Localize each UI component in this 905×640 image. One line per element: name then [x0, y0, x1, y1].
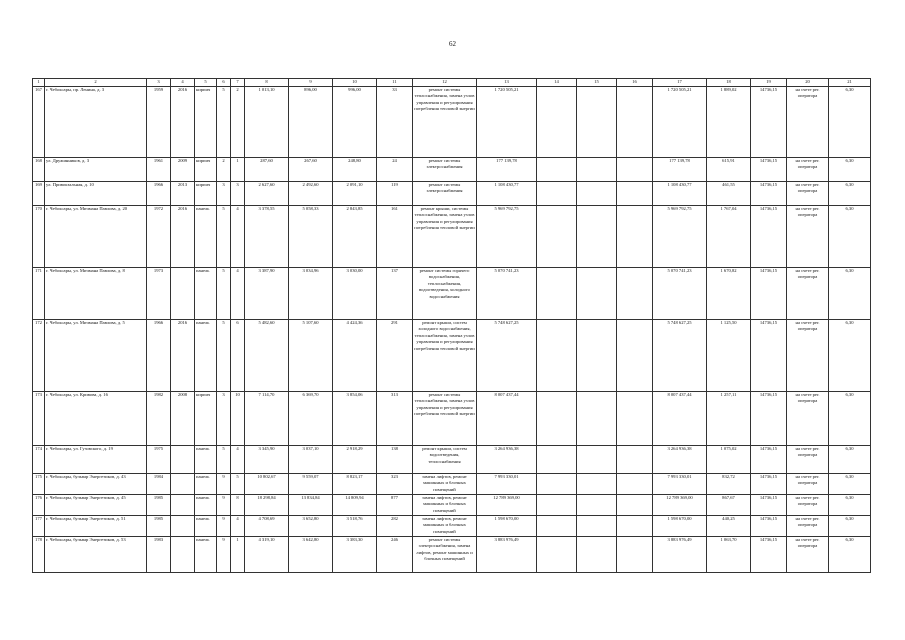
- row-number: 172: [33, 319, 45, 391]
- residents-cell: 323: [377, 473, 413, 494]
- entrances-cell: 5: [231, 473, 245, 494]
- payment-method-cell: на счете рег. оператора: [787, 473, 829, 494]
- column-number-cell: 16: [617, 79, 653, 87]
- living-area-cell: 3 652,80: [289, 515, 333, 536]
- cost-fund-cell: [537, 319, 577, 391]
- unit-cost-cell: 1 257,11: [707, 391, 751, 445]
- cost-fund-cell: [537, 86, 577, 157]
- wall-material-cell: кирпич: [195, 86, 217, 157]
- entrances-cell: 1: [231, 536, 245, 572]
- work-type-cell: ремонт крыши, систем холодного водоснабжения, теплоснабжения, замена узлов управления и регулирования потребления тепловой энергии: [413, 319, 477, 391]
- residential-area-cell: 4 424,36: [333, 319, 377, 391]
- work-type-cell: замена лифтов, ремонт машинных и блочных помещений: [413, 494, 477, 515]
- residents-cell: 24: [377, 157, 413, 181]
- cost-local-cell: [617, 536, 653, 572]
- payment-method-cell: на счете рег. оператора: [787, 205, 829, 267]
- cost-budget-cell: [577, 181, 617, 205]
- wall-material-cell: кирпич: [195, 391, 217, 445]
- entrances-cell: 4: [231, 267, 245, 319]
- limit-cost-cell: 14736,15: [751, 205, 787, 267]
- column-number-cell: 21: [829, 79, 871, 87]
- living-area-cell: 3 037,10: [289, 445, 333, 473]
- rate-cell: 6,30: [829, 473, 871, 494]
- payment-method-cell: на счете рег. оператора: [787, 157, 829, 181]
- limit-cost-cell: 14736,15: [751, 473, 787, 494]
- total-cost-cell: 1 108 430,77: [477, 181, 537, 205]
- year-repair-cell: [171, 536, 195, 572]
- residents-cell: 246: [377, 536, 413, 572]
- total-cost-cell: 1 598 670,00: [477, 515, 537, 536]
- cost-fund-cell: [537, 181, 577, 205]
- payment-method-cell: на счете рег. оператора: [787, 86, 829, 157]
- address-cell: г. Чебоксары, ул. Кривова, д. 16: [45, 391, 147, 445]
- table-row: [33, 391, 871, 445]
- address-cell: ул. Дружинников, д. 3: [45, 157, 147, 181]
- wall-material-cell: панель: [195, 267, 217, 319]
- living-area-cell: 5 107,60: [289, 319, 333, 391]
- total-cost-cell: 5 748 627,25: [477, 319, 537, 391]
- address-cell: г. Чебоксары, бульвар Энергетиков, д. 53: [45, 536, 147, 572]
- year-repair-cell: [171, 494, 195, 515]
- cost-budget-cell: [577, 391, 617, 445]
- total-area-cell: 3 345,90: [245, 445, 289, 473]
- residential-area-cell: 2 918,29: [333, 445, 377, 473]
- residential-area-cell: 248,80: [333, 157, 377, 181]
- limit-cost-cell: 14736,15: [751, 391, 787, 445]
- residential-area-cell: 3 383,30: [333, 536, 377, 572]
- total-cost-cell: 8 007 437,44: [477, 391, 537, 445]
- table-row: [33, 473, 871, 494]
- column-number-cell: 2: [45, 79, 147, 87]
- year-built-cell: 1961: [147, 157, 171, 181]
- work-type-cell: замена лифтов, ремонт машинных и блочных помещений: [413, 473, 477, 494]
- cost-local-cell: [617, 205, 653, 267]
- cost-local-cell: [617, 157, 653, 181]
- work-type-cell: ремонт системы горячего водоснабжения, теплоснабжения, водоотведения, холодного водоснабжения: [413, 267, 477, 319]
- rate-cell: 6,30: [829, 157, 871, 181]
- unit-cost-cell: 1 670,82: [707, 267, 751, 319]
- payment-method-cell: на счете рег. оператора: [787, 515, 829, 536]
- floors-cell: 9: [217, 536, 231, 572]
- residents-cell: 137: [377, 267, 413, 319]
- unit-cost-cell: 867,67: [707, 494, 751, 515]
- page-number: 62: [449, 40, 456, 48]
- owners-cost-cell: 1 598 670,00: [653, 515, 707, 536]
- year-built-cell: 1975: [147, 445, 171, 473]
- payment-method-cell: на счете рег. оператора: [787, 494, 829, 515]
- year-repair-cell: 2013: [171, 181, 195, 205]
- residents-cell: 291: [377, 319, 413, 391]
- year-repair-cell: [171, 267, 195, 319]
- limit-cost-cell: 14736,15: [751, 319, 787, 391]
- capital-repair-table: [32, 78, 871, 573]
- cost-local-cell: [617, 494, 653, 515]
- owners-cost-cell: 5 070 741,23: [653, 267, 707, 319]
- column-number-cell: 14: [537, 79, 577, 87]
- year-built-cell: 1984: [147, 473, 171, 494]
- payment-method-cell: на счете рег. оператора: [787, 181, 829, 205]
- owners-cost-cell: 5 748 627,25: [653, 319, 707, 391]
- row-number: 169: [33, 181, 45, 205]
- year-repair-cell: 2016: [171, 86, 195, 157]
- table-row: [33, 445, 871, 473]
- limit-cost-cell: 14736,15: [751, 536, 787, 572]
- column-number-cell: 7: [231, 79, 245, 87]
- cost-budget-cell: [577, 445, 617, 473]
- address-cell: г. Чебоксары, ул. Мичмана Павлова, д. 5: [45, 319, 147, 391]
- table-row: [33, 181, 871, 205]
- limit-cost-cell: 14736,15: [751, 494, 787, 515]
- wall-material-cell: панель: [195, 494, 217, 515]
- living-area-cell: 6 369,70: [289, 391, 333, 445]
- entrances-cell: 4: [231, 205, 245, 267]
- floors-cell: 9: [217, 515, 231, 536]
- limit-cost-cell: 14736,15: [751, 86, 787, 157]
- residential-area-cell: 3 030,00: [333, 267, 377, 319]
- table-row: [33, 536, 871, 572]
- year-repair-cell: 2016: [171, 205, 195, 267]
- payment-method-cell: на счете рег. оператора: [787, 391, 829, 445]
- column-number-cell: 4: [171, 79, 195, 87]
- floors-cell: 5: [217, 86, 231, 157]
- payment-method-cell: на счете рег. оператора: [787, 536, 829, 572]
- owners-cost-cell: 5 969 792,75: [653, 205, 707, 267]
- rate-cell: 6,30: [829, 536, 871, 572]
- cost-fund-cell: [537, 157, 577, 181]
- wall-material-cell: панель: [195, 205, 217, 267]
- unit-cost-cell: 832,72: [707, 473, 751, 494]
- total-area-cell: 1 013,10: [245, 86, 289, 157]
- cost-local-cell: [617, 267, 653, 319]
- total-area-cell: 3 378,55: [245, 205, 289, 267]
- table-row: [33, 515, 871, 536]
- address-cell: г. Чебоксары, ул. Гузовского, д. 19: [45, 445, 147, 473]
- floors-cell: 5: [217, 205, 231, 267]
- total-cost-cell: 177 139,78: [477, 157, 537, 181]
- work-type-cell: ремонт системы электроснабжения, замена лифтов, ремонт машинных и блочных помещений: [413, 536, 477, 572]
- owners-cost-cell: 12 789 369,00: [653, 494, 707, 515]
- unit-cost-cell: 1 063,70: [707, 536, 751, 572]
- cost-fund-cell: [537, 391, 577, 445]
- wall-material-cell: панель: [195, 319, 217, 391]
- unit-cost-cell: 1 767,04: [707, 205, 751, 267]
- total-cost-cell: 12 789 369,00: [477, 494, 537, 515]
- work-type-cell: ремонт крыши, системы теплоснабжения, замена узлов управления и регулирования потребления тепловой энергии: [413, 205, 477, 267]
- unit-cost-cell: 440,25: [707, 515, 751, 536]
- column-number-cell: 18: [707, 79, 751, 87]
- column-number-cell: 11: [377, 79, 413, 87]
- unit-cost-cell: 1 889,02: [707, 86, 751, 157]
- column-number-cell: 1: [33, 79, 45, 87]
- floors-cell: 3: [217, 391, 231, 445]
- wall-material-cell: кирпич: [195, 157, 217, 181]
- year-repair-cell: [171, 515, 195, 536]
- cost-local-cell: [617, 515, 653, 536]
- residents-cell: 313: [377, 391, 413, 445]
- entrances-cell: 4: [231, 515, 245, 536]
- cost-budget-cell: [577, 473, 617, 494]
- owners-cost-cell: 1 720 505,21: [653, 86, 707, 157]
- table-row: [33, 86, 871, 157]
- entrances-cell: 4: [231, 445, 245, 473]
- work-type-cell: ремонт системы электроснабжения: [413, 181, 477, 205]
- year-repair-cell: [171, 473, 195, 494]
- entrances-cell: 2: [231, 86, 245, 157]
- entrances-cell: 10: [231, 391, 245, 445]
- rate-cell: 6,30: [829, 494, 871, 515]
- residents-cell: 877: [377, 494, 413, 515]
- total-area-cell: 3 387,90: [245, 267, 289, 319]
- cost-local-cell: [617, 473, 653, 494]
- living-area-cell: 267,60: [289, 157, 333, 181]
- total-area-cell: 7 114,70: [245, 391, 289, 445]
- owners-cost-cell: 177 139,78: [653, 157, 707, 181]
- work-type-cell: ремонт крыши, систем водоотведения, теплоснабжения: [413, 445, 477, 473]
- owners-cost-cell: 8 007 437,44: [653, 391, 707, 445]
- unit-cost-cell: 615,91: [707, 157, 751, 181]
- limit-cost-cell: 14736,15: [751, 157, 787, 181]
- cost-local-cell: [617, 86, 653, 157]
- payment-method-cell: на счете рег. оператора: [787, 445, 829, 473]
- total-area-cell: 287,60: [245, 157, 289, 181]
- wall-material-cell: кирпич: [195, 181, 217, 205]
- column-number-cell: 5: [195, 79, 217, 87]
- residential-area-cell: 3 854,06: [333, 391, 377, 445]
- table-row: [33, 494, 871, 515]
- residential-area-cell: 2 843,85: [333, 205, 377, 267]
- cost-budget-cell: [577, 515, 617, 536]
- row-number: 177: [33, 515, 45, 536]
- total-cost-cell: 3 264 936,38: [477, 445, 537, 473]
- column-number-cell: 3: [147, 79, 171, 87]
- rate-cell: 6,30: [829, 515, 871, 536]
- work-type-cell: замена лифтов, ремонт машинных и блочных помещений: [413, 515, 477, 536]
- limit-cost-cell: 14736,15: [751, 515, 787, 536]
- limit-cost-cell: 14736,15: [751, 445, 787, 473]
- rate-cell: 6,30: [829, 391, 871, 445]
- living-area-cell: 9 559,07: [289, 473, 333, 494]
- residents-cell: 282: [377, 515, 413, 536]
- floors-cell: 2: [217, 157, 231, 181]
- floors-cell: 3: [217, 181, 231, 205]
- rate-cell: 6,30: [829, 267, 871, 319]
- residential-area-cell: 2 091,10: [333, 181, 377, 205]
- entrances-cell: 1: [231, 157, 245, 181]
- living-area-cell: 5 058,33: [289, 205, 333, 267]
- entrances-cell: 3: [231, 181, 245, 205]
- total-area-cell: 4 319,10: [245, 536, 289, 572]
- year-built-cell: 1983: [147, 536, 171, 572]
- owners-cost-cell: 1 108 430,77: [653, 181, 707, 205]
- column-number-cell: 20: [787, 79, 829, 87]
- limit-cost-cell: 14736,15: [751, 267, 787, 319]
- address-cell: г. Чебоксары, пр. Ленина, д. 3: [45, 86, 147, 157]
- total-area-cell: 18 298,84: [245, 494, 289, 515]
- column-number-cell: 15: [577, 79, 617, 87]
- column-number-cell: 8: [245, 79, 289, 87]
- cost-fund-cell: [537, 205, 577, 267]
- residential-area-cell: 14 809,94: [333, 494, 377, 515]
- total-cost-cell: 1 720 505,21: [477, 86, 537, 157]
- rate-cell: 6,30: [829, 445, 871, 473]
- cost-fund-cell: [537, 267, 577, 319]
- column-number-cell: 12: [413, 79, 477, 87]
- cost-fund-cell: [537, 536, 577, 572]
- column-number-cell: 19: [751, 79, 787, 87]
- total-area-cell: 10 802,67: [245, 473, 289, 494]
- cost-budget-cell: [577, 86, 617, 157]
- wall-material-cell: панель: [195, 445, 217, 473]
- wall-material-cell: панель: [195, 515, 217, 536]
- address-cell: г. Чебоксары, ул. Мичмана Павлова, д. 8: [45, 267, 147, 319]
- row-number: 174: [33, 445, 45, 473]
- cost-local-cell: [617, 181, 653, 205]
- year-repair-cell: 2016: [171, 319, 195, 391]
- column-number-row: [33, 79, 871, 87]
- year-built-cell: 1966: [147, 181, 171, 205]
- payment-method-cell: на счете рег. оператора: [787, 267, 829, 319]
- year-built-cell: 1959: [147, 86, 171, 157]
- row-number: 178: [33, 536, 45, 572]
- wall-material-cell: панель: [195, 536, 217, 572]
- year-built-cell: 1982: [147, 391, 171, 445]
- column-number-cell: 10: [333, 79, 377, 87]
- cost-budget-cell: [577, 536, 617, 572]
- total-area-cell: 2 627,60: [245, 181, 289, 205]
- column-number-cell: 6: [217, 79, 231, 87]
- row-number: 170: [33, 205, 45, 267]
- cost-local-cell: [617, 391, 653, 445]
- cost-budget-cell: [577, 494, 617, 515]
- row-number: 167: [33, 86, 45, 157]
- address-cell: г. Чебоксары, ул. Мичмана Павлова, д. 20: [45, 205, 147, 267]
- floors-cell: 5: [217, 267, 231, 319]
- entrances-cell: 6: [231, 319, 245, 391]
- cost-budget-cell: [577, 157, 617, 181]
- address-cell: г. Чебоксары, бульвар Энергетиков, д. 51: [45, 515, 147, 536]
- owners-cost-cell: 3 264 936,38: [653, 445, 707, 473]
- row-number: 168: [33, 157, 45, 181]
- year-repair-cell: 2008: [171, 391, 195, 445]
- cost-fund-cell: [537, 494, 577, 515]
- row-number: 176: [33, 494, 45, 515]
- year-built-cell: 1985: [147, 515, 171, 536]
- year-built-cell: 1972: [147, 205, 171, 267]
- entrances-cell: 8: [231, 494, 245, 515]
- payment-method-cell: на счете рег. оператора: [787, 319, 829, 391]
- residential-area-cell: 3 518,76: [333, 515, 377, 536]
- total-area-cell: 4 708,69: [245, 515, 289, 536]
- cost-fund-cell: [537, 473, 577, 494]
- column-number-cell: 17: [653, 79, 707, 87]
- cost-local-cell: [617, 445, 653, 473]
- floors-cell: 5: [217, 319, 231, 391]
- row-number: 171: [33, 267, 45, 319]
- rate-cell: 6,30: [829, 86, 871, 157]
- year-built-cell: 1985: [147, 494, 171, 515]
- table-row: [33, 205, 871, 267]
- unit-cost-cell: 461,55: [707, 181, 751, 205]
- total-cost-cell: 7 993 330,01: [477, 473, 537, 494]
- residents-cell: 119: [377, 181, 413, 205]
- cost-budget-cell: [577, 319, 617, 391]
- column-number-cell: 9: [289, 79, 333, 87]
- row-number: 175: [33, 473, 45, 494]
- row-number: 173: [33, 391, 45, 445]
- wall-material-cell: панель: [195, 473, 217, 494]
- living-area-cell: 3 034,96: [289, 267, 333, 319]
- address-cell: ул. Привокзальная, д. 10: [45, 181, 147, 205]
- table-row: [33, 267, 871, 319]
- owners-cost-cell: 7 993 330,01: [653, 473, 707, 494]
- table-row: [33, 319, 871, 391]
- total-cost-cell: 3 883 976,49: [477, 536, 537, 572]
- address-cell: г. Чебоксары, бульвар Энергетиков, д. 43: [45, 473, 147, 494]
- cost-fund-cell: [537, 445, 577, 473]
- residents-cell: 161: [377, 205, 413, 267]
- rate-cell: 6,30: [829, 205, 871, 267]
- unit-cost-cell: 1 075,02: [707, 445, 751, 473]
- residents-cell: 33: [377, 86, 413, 157]
- year-repair-cell: 2009: [171, 157, 195, 181]
- cost-budget-cell: [577, 205, 617, 267]
- address-cell: г. Чебоксары, бульвар Энергетиков, д. 45: [45, 494, 147, 515]
- residents-cell: 138: [377, 445, 413, 473]
- living-area-cell: 13 834,84: [289, 494, 333, 515]
- table-row: [33, 157, 871, 181]
- owners-cost-cell: 3 883 976,49: [653, 536, 707, 572]
- rate-cell: 6,30: [829, 319, 871, 391]
- cost-local-cell: [617, 319, 653, 391]
- total-area-cell: 5 482,60: [245, 319, 289, 391]
- work-type-cell: ремонт системы теплоснабжения, замена узлов управления и регулирования потребления тепловой энергии: [413, 391, 477, 445]
- floors-cell: 5: [217, 445, 231, 473]
- column-number-cell: 13: [477, 79, 537, 87]
- floors-cell: 9: [217, 494, 231, 515]
- year-built-cell: 1966: [147, 319, 171, 391]
- work-type-cell: ремонт системы теплоснабжения, замена узлов управления и регулирования потребления тепловой энергии: [413, 86, 477, 157]
- cost-budget-cell: [577, 267, 617, 319]
- total-cost-cell: 5 969 792,75: [477, 205, 537, 267]
- year-repair-cell: [171, 445, 195, 473]
- living-area-cell: 2 492,60: [289, 181, 333, 205]
- total-cost-cell: 5 070 741,23: [477, 267, 537, 319]
- work-type-cell: ремонт системы электроснабжения: [413, 157, 477, 181]
- living-area-cell: 896,00: [289, 86, 333, 157]
- living-area-cell: 3 642,80: [289, 536, 333, 572]
- rate-cell: 6,30: [829, 181, 871, 205]
- limit-cost-cell: 14736,15: [751, 181, 787, 205]
- cost-fund-cell: [537, 515, 577, 536]
- floors-cell: 9: [217, 473, 231, 494]
- residential-area-cell: 996,00: [333, 86, 377, 157]
- residential-area-cell: 8 823,17: [333, 473, 377, 494]
- unit-cost-cell: 1 125,50: [707, 319, 751, 391]
- year-built-cell: 1973: [147, 267, 171, 319]
